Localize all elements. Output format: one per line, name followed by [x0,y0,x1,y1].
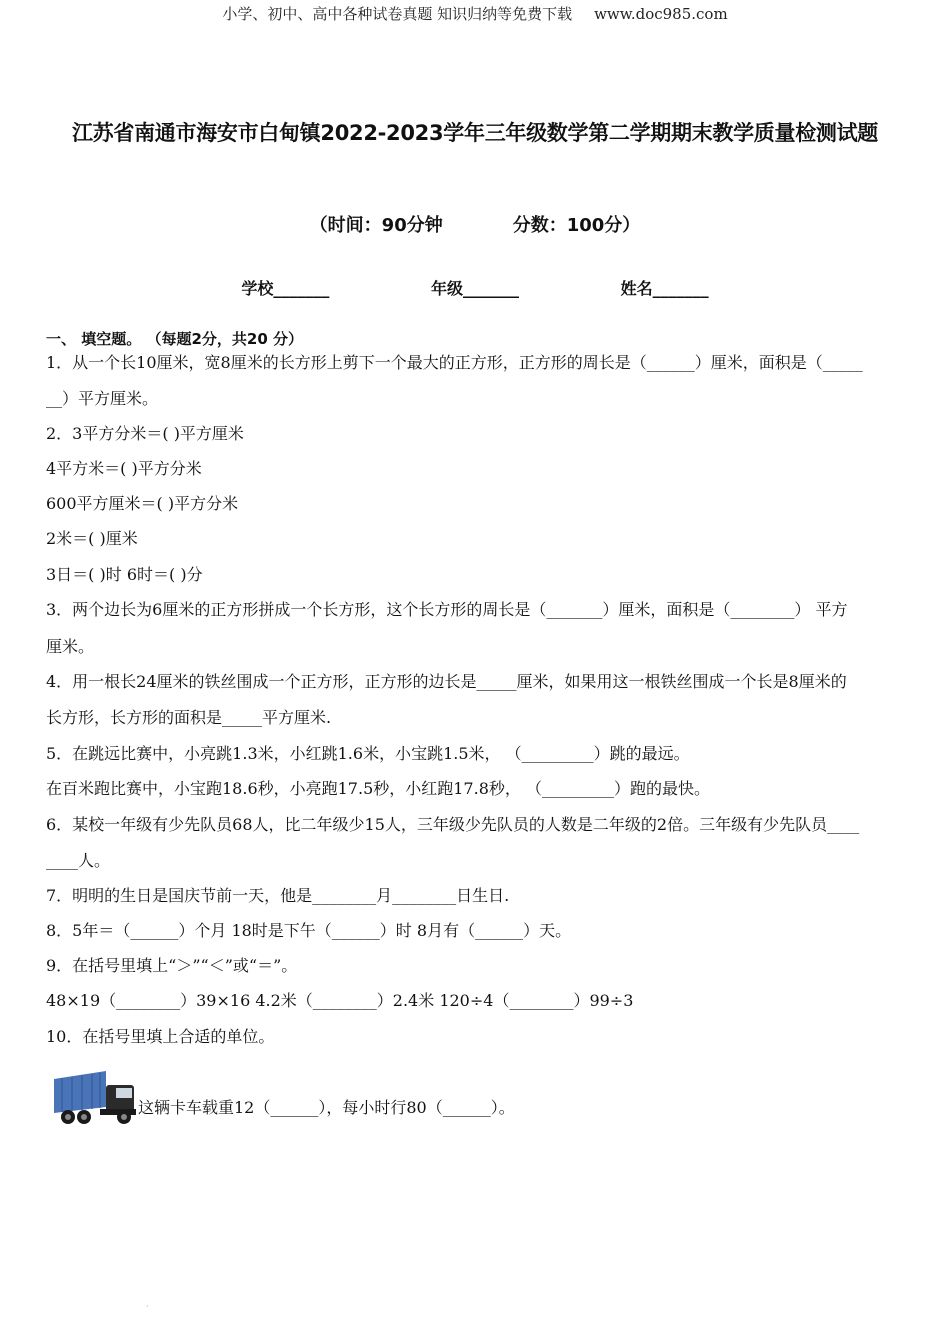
question-5-line-2: 在百米跑比赛中，小宝跑18.6秒，小亮跑17.5秒，小红跑17.8秒， （_________）跑的最快。 [46,779,710,798]
exam-score: 分数：100分） [512,215,641,236]
header-text: 小学、初中、高中各种试卷真题 知识归纳等免费下载 [222,5,573,23]
exam-time: （时间：90分钟 [309,215,443,236]
question-5-line-1: 5．在跳远比赛中，小亮跳1.3米，小红跳1.6米，小宝跳1.5米， （_________）跳的最远。 [46,744,690,763]
question-7: 7．明明的生日是国庆节前一天，他是________月________日生日. [46,886,510,905]
question-9-line-2: 48×19（________）39×16 4.2米（________）2.4米 120÷4（________）99÷3 [46,991,634,1010]
question-1-line-2: __）平方厘米。 [46,389,159,408]
question-1-line-1: 1．从一个长10厘米，宽8厘米的长方形上剪下一个最大的正方形，正方形的周长是（______）厘米，面积是（_____ [46,353,863,372]
question-2-line-2: 4平方米＝( )平方分米 [46,459,202,478]
scan-mark: · [146,1302,149,1311]
page-title: 江苏省南通市海安市白甸镇2022-2023学年三年级数学第二学期期末教学质量检测试题 [71,121,878,145]
grade-field[interactable]: 年级_______ [430,279,519,298]
question-6-line-2: ____人。 [46,851,111,870]
question-4-line-2: 长方形，长方形的面积是_____平方厘米. [46,708,332,727]
question-8: 8．5年＝（______）个月 18时是下午（______）时 8月有（______）天。 [46,921,572,940]
question-4-line-1: 4．用一根长24厘米的铁丝围成一个正方形，正方形的边长是_____厘米，如果用这一根铁丝围成一个长是8厘米的 [46,672,847,691]
question-10-line-2: 这辆卡车载重12（______），每小时行80（______）。 [138,1098,515,1117]
question-9-line-1: 9．在括号里填上“＞”“＜”或“＝”。 [46,956,298,975]
question-3-line-2: 厘米。 [46,637,95,656]
question-2-line-5: 3日＝( )时 6时＝( )分 [46,565,203,584]
truck-icon [50,1067,140,1127]
name-field[interactable]: 姓名_______ [620,279,709,298]
question-2-line-4: 2米＝( )厘米 [46,529,138,548]
question-3-line-1: 3．两个边长为6厘米的正方形拼成一个长方形，这个长方形的周长是（_______）厘米，面积是（________） 平方 [46,600,848,619]
section-heading: 一、 填空题。 （每题2分，共20 分） [46,330,303,348]
question-10-line-1: 10．在括号里填上合适的单位。 [46,1027,275,1046]
question-2-line-3: 600平方厘米＝( )平方分米 [46,494,239,513]
question-2-line-1: 2．3平方分米＝( )平方厘米 [46,424,244,443]
school-field[interactable]: 学校_______ [241,279,330,298]
header-site[interactable]: www.doc985.com [594,5,728,23]
question-6-line-1: 6．某校一年级有少先队员68人，比二年级少15人，三年级少先队员的人数是二年级的2倍。三年级有少先队员____ [46,815,860,834]
